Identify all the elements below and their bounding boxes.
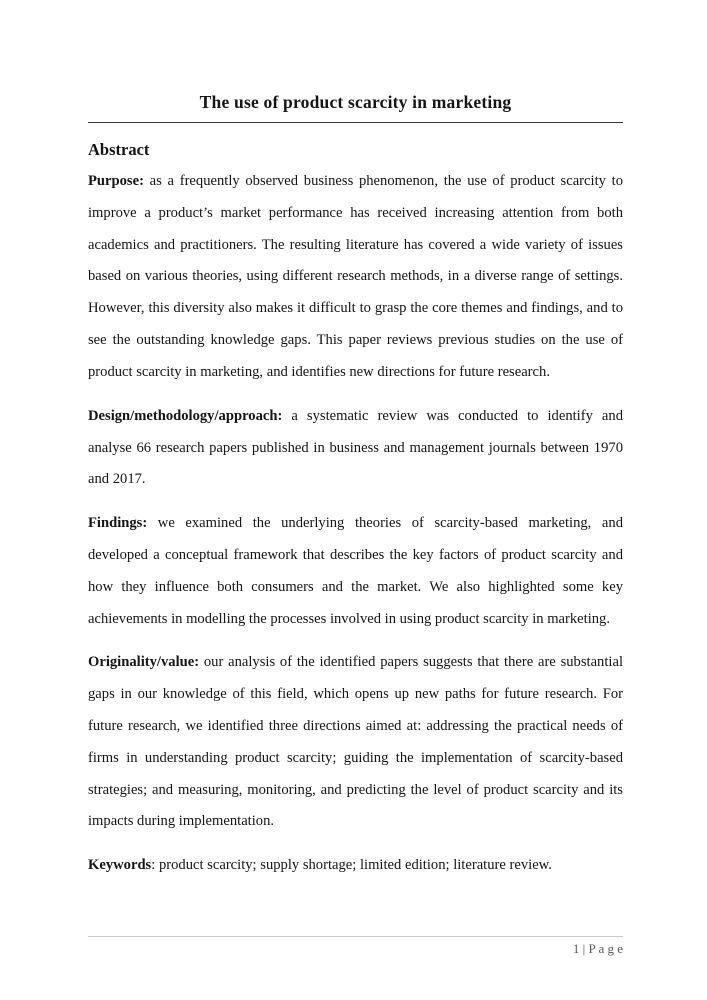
- document-content: [88, 92, 623, 894]
- paragraph-label-originality: Originality/value:: [88, 654, 204, 671]
- page-title: The use of product scarcity in marketing: [88, 92, 623, 123]
- paragraph-label-purpose: Purpose:: [88, 173, 150, 189]
- paragraph-text-findings: we examined the underlying theories of scarcity-based marketing, and developed a conceptual framework that describes the key factors of product scarcity and how they influence both consumers and the market. We also highlighted some key achievements in modelling the processes involved in using product scarcity in marketing.: [88, 515, 623, 627]
- paragraph-label-methodology: Design/methodology/approach:: [88, 407, 292, 424]
- paragraph-originality: [88, 647, 623, 838]
- paragraph-findings: [88, 508, 623, 635]
- paragraph-keywords: [88, 850, 623, 882]
- footer-page-number: 1 | P a g e: [572, 941, 623, 956]
- paragraph-text-originality: our analysis of the identified papers suggests that there are substantial gaps in our knowledge of this field, which opens up new paths for future research. For future research, we identified three directions aimed at: addressing the practical needs of firms in understanding product scarcity; guiding the implementation of scarcity-based strategies; and measuring, monitoring, and predicting the level of product scarcity and its impacts during implementation.: [88, 654, 623, 830]
- paragraph-label-findings: Findings:: [88, 515, 158, 532]
- section-heading-abstract: Abstract: [88, 140, 150, 159]
- paragraph-text-purpose: as a frequently observed business phenomenon, the use of product scarcity to improve a product’s market performance has received increasing attention from both academics and practitioners. The resulting literature has covered a wide variety of issues based on various theories, using different research methods, in a diverse range of settings. However, this diversity also makes it difficult to grasp the core themes and findings, and to see the outstanding knowledge gaps. This paper reviews previous studies on the use of product scarcity in marketing, and identifies new directions for future research.: [88, 173, 623, 380]
- paragraph-methodology: [88, 401, 623, 496]
- paragraph-purpose: [88, 166, 623, 389]
- paragraph-text-methodology: a systematic review was conducted to identify and analyse 66 research papers published in business and management journals between 1970 and 2017.: [88, 407, 623, 488]
- footer-divider: [88, 936, 623, 937]
- paragraph-label-keywords: Keywords: [88, 857, 152, 874]
- paragraph-text-keywords: : product scarcity; supply shortage; limited edition; literature review.: [151, 857, 552, 874]
